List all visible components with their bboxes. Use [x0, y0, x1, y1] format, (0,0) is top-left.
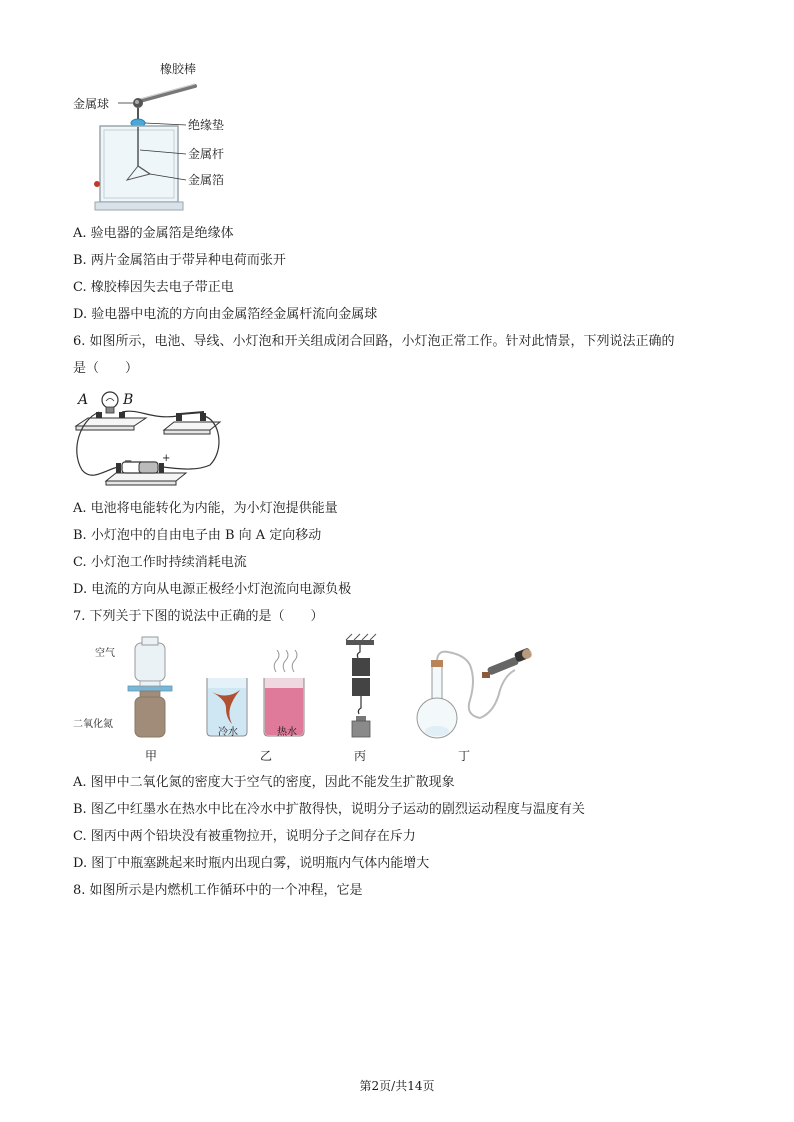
label-hot-water: 热水	[277, 727, 297, 738]
q6-option-d: D. 电流的方向从电源正极经小灯泡流向电源负极	[73, 582, 352, 597]
label-battery-plus: +	[162, 453, 171, 464]
label-cold-water: 冷水	[218, 727, 238, 738]
q6-option-a: A. 电池将电能转化为内能，为小灯泡提供能量	[73, 501, 338, 516]
label-terminal-b: B	[123, 392, 134, 408]
q5-option-d: D. 验电器中电流的方向由金属箔经金属杆流向金属球	[73, 307, 378, 322]
q8-stem: 8. 如图所示是内燃机工作循环中的一个冲程，它是	[73, 883, 363, 898]
q6-option-b: B. 小灯泡中的自由电子由 B 向 A 定向移动	[73, 528, 322, 543]
q6-option-c: C. 小灯泡工作时持续消耗电流	[73, 555, 247, 570]
q7-stem: 7. 下列关于下图的说法中正确的是（ ）	[73, 609, 324, 624]
q6-stem-line1: 6. 如图所示，电池、导线、小灯泡和开关组成闭合回路，小灯泡正常工作。针对此情景，下列说法正确的	[73, 334, 675, 349]
page-number: 第2页/共14页	[359, 1079, 435, 1093]
label-figure-ding: 丁	[458, 749, 471, 763]
label-rubber-rod: 橡胶棒	[160, 62, 197, 76]
label-battery-minus: −	[124, 456, 133, 467]
q5-option-b: B. 两片金属箔由于带异种电荷而张开	[73, 253, 286, 268]
q7-option-a: A. 图甲中二氧化氮的密度大于空气的密度，因此不能发生扩散现象	[73, 775, 455, 790]
q7-option-b: B. 图乙中红墨水在热水中比在冷水中扩散得快，说明分子运动的剧烈运动程度与温度有关	[73, 802, 585, 817]
q7-option-c: C. 图丙中两个铅块没有被重物拉开，说明分子之间存在斥力	[73, 829, 416, 844]
label-figure-yi: 乙	[260, 749, 273, 763]
q5-option-c: C. 橡胶棒因失去电子带正电	[73, 280, 234, 295]
label-metal-ball: 金属球	[73, 97, 110, 111]
label-metal-stem: 金属杆	[188, 147, 225, 161]
label-metal-foil: 金属箔	[188, 173, 225, 187]
label-figure-jia: 甲	[145, 749, 158, 763]
label-air: 空气	[95, 648, 115, 659]
label-figure-bing: 丙	[354, 749, 367, 763]
q5-option-a: A. 验电器的金属箔是绝缘体	[73, 226, 234, 241]
q7-option-d: D. 图丁中瓶塞跳起来时瓶内出现白雾，说明瓶内气体内能增大	[73, 856, 430, 871]
label-insulating-pad: 绝缘垫	[188, 118, 225, 132]
label-terminal-a: A	[78, 392, 89, 408]
q6-stem-line2: 是（ ）	[73, 361, 139, 376]
label-nitrogen-dioxide: 二氧化氮	[73, 719, 113, 730]
